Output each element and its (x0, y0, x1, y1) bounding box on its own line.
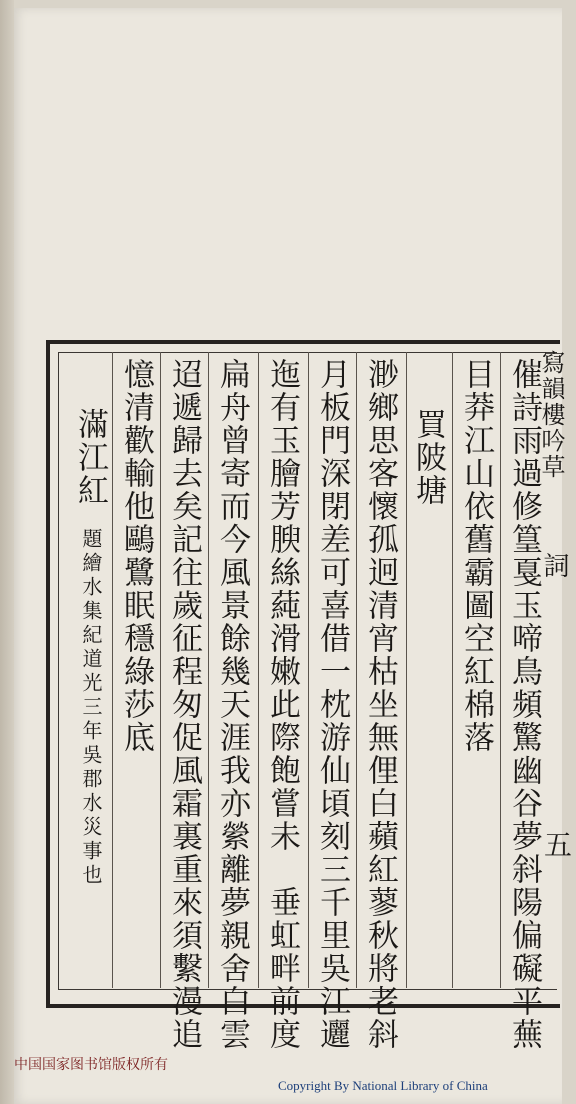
column-rule (500, 352, 501, 988)
column-rule (112, 352, 113, 988)
column-rule (356, 352, 357, 988)
poem-subtitle: 題繪水集紀道光三年吳郡水災事也 (79, 528, 103, 888)
column-rule (160, 352, 161, 988)
poem-title: 買陂塘 (410, 408, 446, 507)
column-rule (308, 352, 309, 988)
column-rule (258, 352, 259, 988)
watermark-en: Copyright By National Library of China (278, 1078, 488, 1093)
column-rule (406, 352, 407, 988)
text-column: 扁舟曾寄而今風景餘幾天涯我亦縈離夢親舍白雲 (214, 358, 250, 1051)
text-column: 月板門深閉差可喜借一枕游仙頃刻三千里吳江邐 (314, 358, 350, 1051)
text-column: 迢遞歸去矣記往歲征程匆促風霜裏重來須繫漫追 (166, 358, 202, 1051)
text-column: 渺鄉思客懷孤迥清宵枯坐無俚白蘋紅蓼秋將老斜 (362, 358, 398, 1051)
poem-title: 滿江紅 (72, 408, 108, 507)
margin-title: 寫韻樓吟草 (537, 350, 565, 480)
text-column: 憶清歡輸他鷗鷺眠穩綠莎底 (118, 358, 154, 754)
watermark-cn: 中国国家图书馆版权所有 (14, 1057, 168, 1073)
margin-page-number: 五 (540, 830, 573, 858)
column-rule (452, 352, 453, 988)
text-column: 目莽江山依舊霸圖空紅棉落 (458, 358, 494, 754)
column-rule (208, 352, 209, 988)
margin-section: 詞 (539, 552, 569, 578)
binding-edge (0, 0, 14, 1104)
text-column: 催詩雨過修篁戛玉啼鳥頻驚幽谷夢斜陽偏礙平蕪 (506, 358, 542, 1051)
text-column: 迤有玉膾芳腴絲蒓滑嫩此際飽嘗未 垂虹畔前度 (264, 358, 300, 1051)
